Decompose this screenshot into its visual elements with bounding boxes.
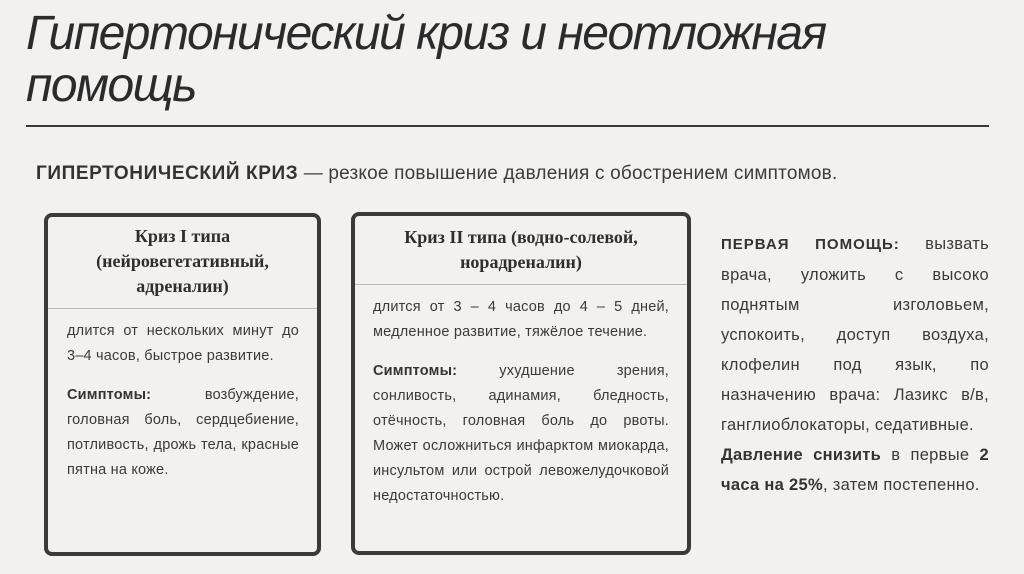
first-aid-text: вызвать врача, уложить с высоко поднятым изголовьем, успокоить, доступ воздуха, клофелин под язык, по назначению врача: Лазикс в/в, ганглиоблокаторы, седативные. [721, 235, 989, 434]
crisis-type-1-title: Криз I типа (нейровегетативный, адреналин) [96, 226, 269, 296]
definition-term: ГИПЕРТОНИЧЕСКИЙ КРИЗ [36, 163, 299, 184]
card-divider [48, 308, 317, 309]
crisis-type-1-description: длится от нескольких минут до 3–4 часов, быстрое развитие. [67, 323, 299, 364]
first-aid-label: ПЕРВАЯ ПОМОЩЬ: [721, 236, 900, 253]
crisis-type-2-title: Криз II типа (водно-солевой, норадреналин) [404, 227, 638, 272]
crisis-type-2-card [351, 212, 691, 555]
symptoms-text: возбуждение, головная боль, сердцебиение, потливость, дрожь тела, красные пятна на коже. [67, 387, 299, 478]
first-aid-block [721, 229, 989, 500]
page-title: Гипертонический криз и неотложная помощь [26, 7, 826, 112]
crisis-type-2-description: длится от 3 – 4 часов до 4 – 5 дней, медленное развитие, тяжёлое течение. [373, 299, 669, 340]
definition [36, 161, 996, 187]
symptoms-text: ухудшение зрения, сонливость, адинамия, бледность, отёчность, головная боль до рвоты. Может осложниться инфарктом миокарда, инсультом или острой левожелудочковой недостаточностью. [373, 363, 669, 504]
pressure-text-1: в первые [881, 446, 980, 464]
definition-text: — резкое повышение давления с обострением симптомов. [298, 163, 838, 184]
symptoms-label: Симптомы: [67, 387, 152, 403]
pressure-label: Давление снизить [721, 446, 882, 464]
crisis-type-2-symptoms [355, 359, 687, 509]
pressure-emphasis: 2 часа на 25% [721, 446, 989, 494]
crisis-type-1-symptoms [48, 383, 317, 483]
crisis-type-1-card [44, 213, 321, 556]
title-underline [26, 125, 989, 127]
pressure-text-2: , затем постепенно. [822, 476, 980, 494]
card-divider [355, 284, 687, 285]
symptoms-label: Симптомы: [373, 363, 458, 379]
